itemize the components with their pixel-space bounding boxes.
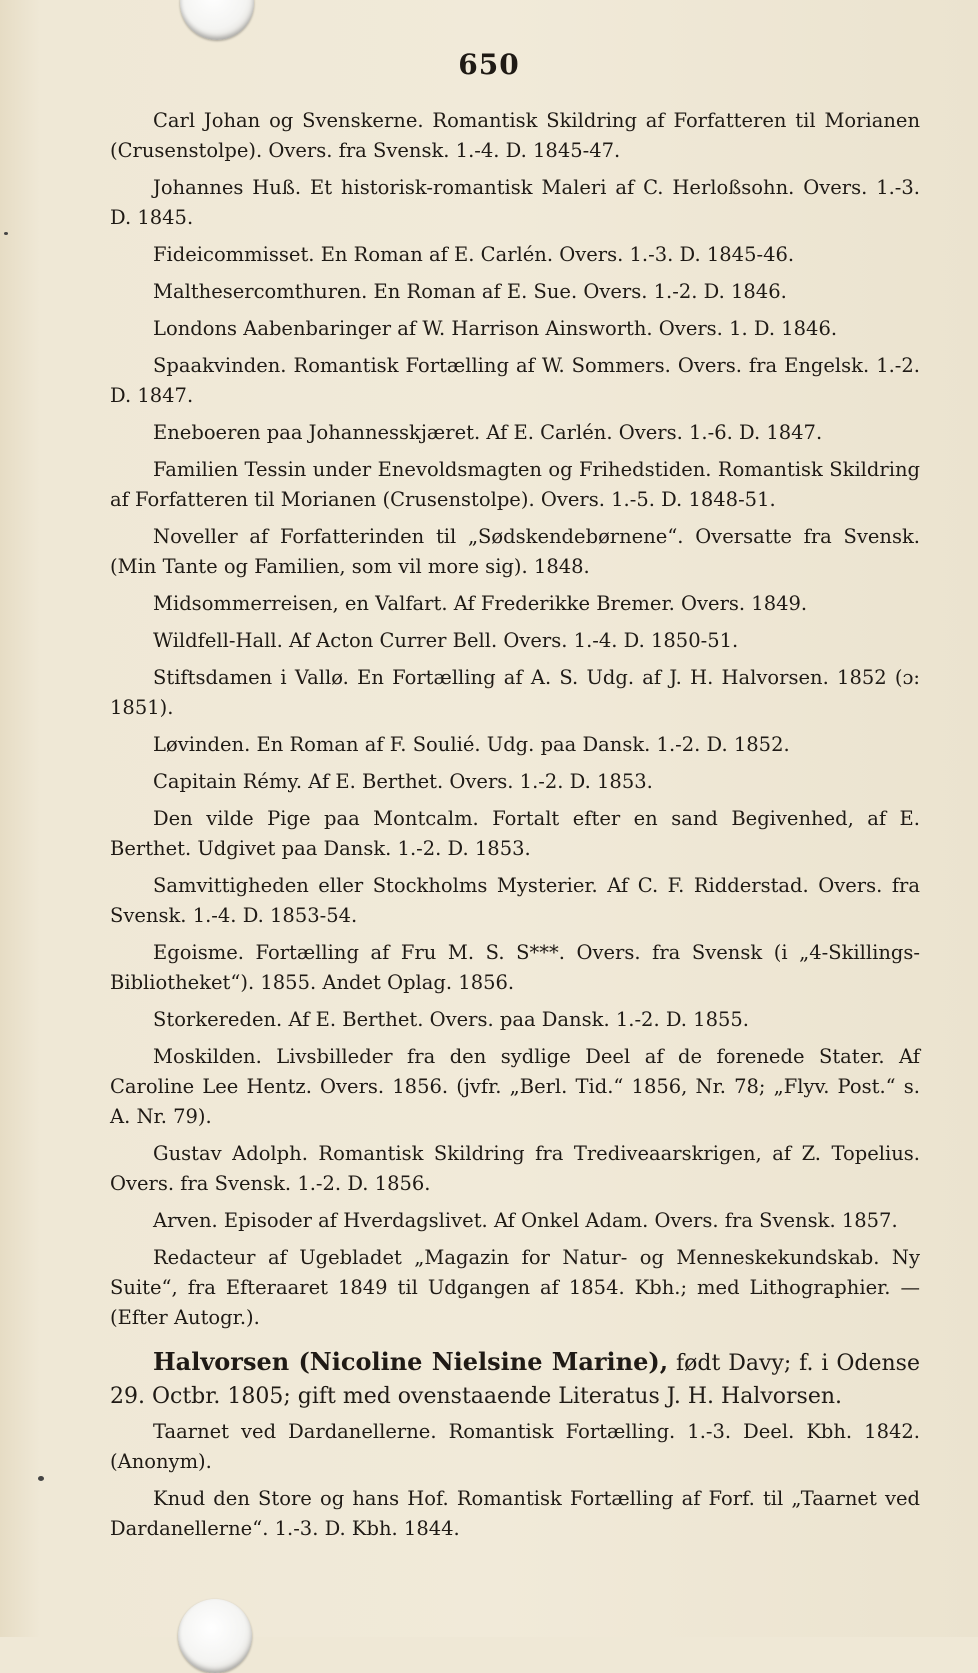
bibliography-entry: Løvinden. En Roman af F. Soulié. Udg. paa Dansk. 1.-2. D. 1852. bbox=[153, 733, 790, 756]
author-heading bbox=[110, 1345, 920, 1413]
bibliography-entry: Redacteur af Ugebladet „Magazin for Natur- og Menneskekundskab. Ny Suite“, fra Efteraaret 1849 til Udgangen af 1854. Kbh.; med Lithographier. — (Efter Autogr.). bbox=[110, 1246, 920, 1329]
bibliography-entry: Johannes Huß. Et historisk-romantisk Maleri af C. Herloßsohn. Overs. 1.-3. D. 1845. bbox=[110, 176, 920, 229]
bibliography-entry: Storkereden. Af E. Berthet. Overs. paa Dansk. 1.-2. D. 1855. bbox=[153, 1008, 749, 1031]
punch-hole-bottom bbox=[178, 1599, 252, 1673]
bibliography-entry: Carl Johan og Svenskerne. Romantisk Skildring af Forfatteren til Morianen (Crusenstolpe). Overs. fra Svensk. 1.-4. D. 1845-47. bbox=[110, 109, 920, 162]
page-number: 650 bbox=[458, 48, 520, 81]
author-bio: født Davy; f. i Odense 29. Octbr. 1805; gift med ovenstaaende Literatus J. H. Halvorsen. bbox=[110, 1351, 920, 1409]
bibliography-entry: Eneboeren paa Johannesskjæret. Af E. Carlén. Overs. 1.-6. D. 1847. bbox=[153, 421, 823, 444]
page-content bbox=[110, 106, 920, 1551]
bibliography-entry: Spaakvinden. Romantisk Fortælling af W. Sommers. Overs. fra Engelsk. 1.-2. D. 1847. bbox=[110, 354, 920, 407]
ink-speck bbox=[4, 232, 8, 235]
bibliography-entry: Malthesercomthuren. En Roman af E. Sue. Overs. 1.-2. D. 1846. bbox=[153, 280, 787, 303]
bibliography-entry: Arven. Episoder af Hverdagslivet. Af Onkel Adam. Overs. fra Svensk. 1857. bbox=[153, 1209, 898, 1232]
bibliography-entry: Wildfell-Hall. Af Acton Currer Bell. Overs. 1.-4. D. 1850-51. bbox=[153, 629, 739, 652]
bibliography-entry: Knud den Store og hans Hof. Romantisk Fortælling af Forf. til „Taarnet ved Dardanellerne“. 1.-3. D. Kbh. 1844. bbox=[110, 1487, 920, 1540]
bibliography-entry: Taarnet ved Dardanellerne. Romantisk Fortælling. 1.-3. Deel. Kbh. 1842. (Anonym). bbox=[110, 1420, 920, 1473]
author-name: Halvorsen (Nicoline Nielsine Marine), bbox=[153, 1347, 669, 1376]
bibliography-entry: Capitain Rémy. Af E. Berthet. Overs. 1.-2. D. 1853. bbox=[153, 770, 653, 793]
bibliography-entry: Familien Tessin under Enevoldsmagten og Frihedstiden. Romantisk Skildring af Forfatteren til Morianen (Crusenstolpe). Overs. 1.-5. D. 1848-51. bbox=[110, 458, 920, 511]
ink-speck bbox=[38, 1476, 44, 1481]
bibliography-entry: Noveller af Forfatterinden til „Sødskendebørnene“. Oversatte fra Svensk. (Min Tante og Familien, som vil more sig). 1848. bbox=[110, 525, 920, 578]
bibliography-entry: Samvittigheden eller Stockholms Mysterier. Af C. F. Ridderstad. Overs. fra Svensk. 1.-4. D. 1853-54. bbox=[110, 874, 920, 927]
bibliography-entry: Moskilden. Livsbilleder fra den sydlige Deel af de forenede Stater. Af Caroline Lee Hentz. Overs. 1856. (jvfr. „Berl. Tid.“ 1856, Nr. 78; „Flyv. Post.“ s. A. Nr. 79). bbox=[110, 1045, 920, 1128]
bibliography-entry: Den vilde Pige paa Montcalm. Fortalt efter en sand Begivenhed, af E. Berthet. Udgivet paa Dansk. 1.-2. D. 1853. bbox=[110, 807, 920, 860]
bibliography-entry: Londons Aabenbaringer af W. Harrison Ainsworth. Overs. 1. D. 1846. bbox=[153, 317, 838, 340]
bibliography-entry: Egoisme. Fortælling af Fru M. S. S***. Overs. fra Svensk (i „4-Skillings-Bibliotheket“). 1855. Andet Oplag. 1856. bbox=[110, 941, 920, 994]
bibliography-entry: Fideicommisset. En Roman af E. Carlén. Overs. 1.-3. D. 1845-46. bbox=[153, 243, 795, 266]
bibliography-entry: Midsommerreisen, en Valfart. Af Frederikke Bremer. Overs. 1849. bbox=[153, 592, 808, 615]
bibliography-entry: Stiftsdamen i Vallø. En Fortælling af A. S. Udg. af J. H. Halvorsen. 1852 (ɔ: 1851). bbox=[110, 666, 920, 719]
bibliography-entry: Gustav Adolph. Romantisk Skildring fra Trediveaarskrigen, af Z. Topelius. Overs. fra Svensk. 1.-2. D. 1856. bbox=[110, 1142, 920, 1195]
